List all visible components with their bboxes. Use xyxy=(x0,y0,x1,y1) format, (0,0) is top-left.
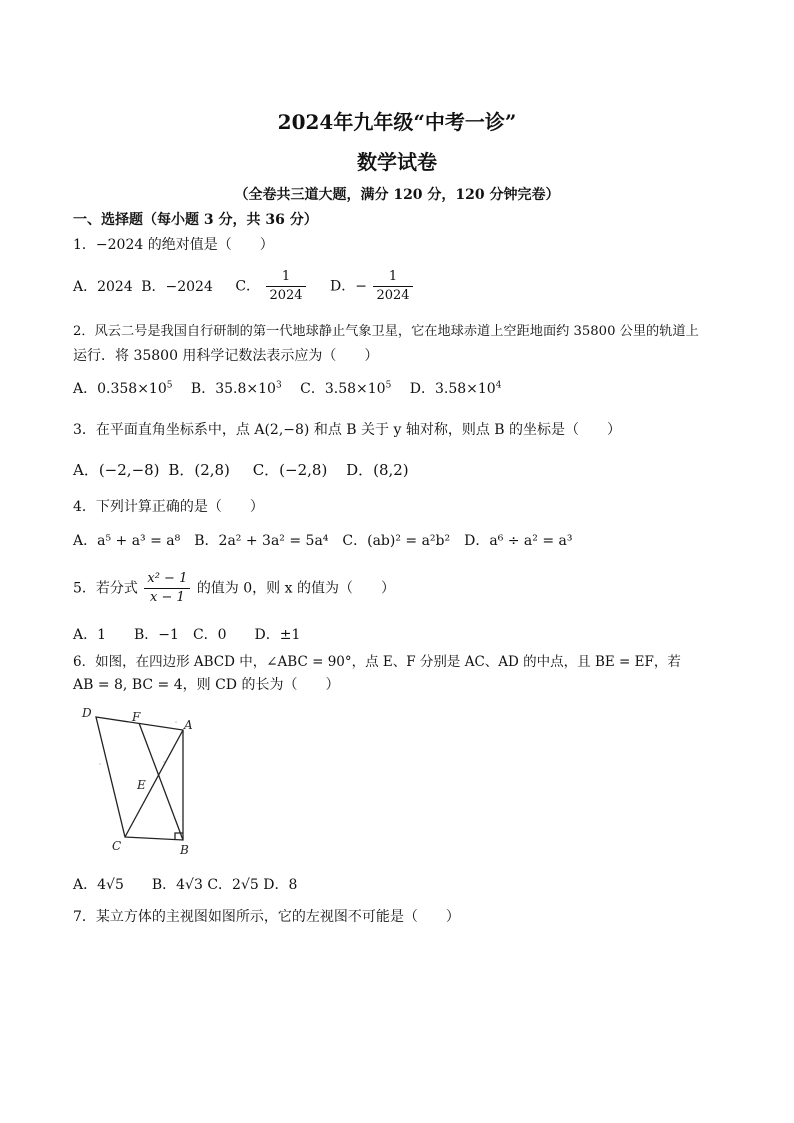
q1-option-c-fraction xyxy=(266,268,305,305)
q3-option-a: A．(−2,−8) xyxy=(73,461,160,479)
q3-option-c: C．(−2,8) xyxy=(252,461,328,479)
question-6-stem-line1: 6．如图，在四边形 ABCD 中，∠ABC = 90°，点 E、F 分别是 AC、AD 的中点，且 BE = EF，若 xyxy=(73,654,681,670)
label-e: E xyxy=(137,778,146,792)
question-3-options xyxy=(73,459,409,480)
q5-stem-suffix: 的值为 0，则 x 的值为（ ） xyxy=(196,580,395,597)
scan-speck xyxy=(163,761,165,763)
q2-option-a-base: A．0.358×10 xyxy=(73,381,167,397)
fraction-numerator: 1 xyxy=(373,268,412,287)
question-1-stem: 1．−2024 的绝对值是（ ） xyxy=(73,237,274,253)
q2-option-c-base: C．3.58×10 xyxy=(300,381,386,397)
q1-option-a: A．2024 xyxy=(73,278,133,295)
question-6-options: A．4√5 B．4√3 C．2√5 D．8 xyxy=(73,877,298,893)
q1-option-c xyxy=(235,268,307,305)
scan-speck xyxy=(175,721,177,723)
q2-option-a xyxy=(73,378,172,398)
question-4-options: A．a⁵ + a³ = a⁸ B．2a² + 3a² = 5a⁴ C．(ab)² = a²b² D．a⁶ ÷ a² = a³ xyxy=(73,533,573,549)
section-heading: 一、选择题（每小题 3 分，共 36 分） xyxy=(73,212,318,228)
q2-option-c-exponent: 5 xyxy=(385,380,392,391)
question-7-stem: 7．某立方体的主视图如图所示，它的左视图不可能是（ ） xyxy=(73,909,460,925)
q1-option-b: B．−2024 xyxy=(141,278,213,295)
label-f: F xyxy=(132,710,141,724)
exam-subtitle: 数学试卷 xyxy=(357,150,437,174)
question-3-stem: 3．在平面直角坐标系中，点 A(2,−8) 和点 B 关于 y 轴对称，则点 B 的坐标是（ ） xyxy=(73,422,622,438)
q2-option-a-exponent: 5 xyxy=(166,380,173,391)
exam-title: 2024年九年级“中考一诊” xyxy=(277,110,517,134)
q1-option-d xyxy=(330,268,415,305)
label-c: C xyxy=(112,839,122,853)
label-a: A xyxy=(184,718,193,732)
question-2-options xyxy=(73,378,501,398)
fraction-denominator: 2024 xyxy=(269,288,303,303)
question-4-stem: 4．下列计算正确的是（ ） xyxy=(73,499,264,515)
q2-option-d-base: D．3.58×10 xyxy=(409,381,496,397)
segment-ca xyxy=(125,730,183,837)
scan-speck xyxy=(99,763,101,765)
q5-stem-prefix: 5．若分式 xyxy=(73,580,138,597)
q2-option-b xyxy=(191,378,282,398)
q1-option-d-fraction xyxy=(373,268,412,305)
q2-option-b-exponent: 3 xyxy=(275,380,282,391)
question-5-options: A．1 B．−1 C．0 D．±1 xyxy=(73,627,301,643)
q2-option-c xyxy=(300,378,391,398)
question-1-options xyxy=(73,268,415,305)
q2-option-d xyxy=(410,378,502,398)
fraction-denominator: x − 1 xyxy=(149,590,185,605)
question-2-stem-line2: 运行．将 35800 用科学记数法表示应为（ ） xyxy=(73,348,379,364)
question-5-stem xyxy=(73,570,395,607)
question-2-stem-line1: 2．风云二号是我国自行研制的第一代地球静止气象卫星，它在地球赤道上空距地面约 35800 公里的轨道上 xyxy=(73,324,699,339)
q3-option-b: B．(2,8) xyxy=(168,461,230,479)
q3-option-d: D．(8,2) xyxy=(346,461,409,479)
quadrilateral-figure xyxy=(76,704,206,856)
q2-option-b-base: B．35.8×10 xyxy=(190,381,276,397)
fraction-numerator: x² − 1 xyxy=(144,570,190,589)
label-b: B xyxy=(180,843,189,856)
q5-fraction xyxy=(144,570,190,607)
q2-option-d-exponent: 4 xyxy=(495,380,502,391)
exam-note: （全卷共三道大题，满分 120 分，120 分钟完卷） xyxy=(234,187,560,203)
question-6-stem-line2: AB = 8, BC = 4，则 CD 的长为（ ） xyxy=(73,677,340,693)
label-d: D xyxy=(82,706,92,720)
fraction-numerator: 1 xyxy=(266,268,305,287)
fraction-denominator: 2024 xyxy=(376,288,410,303)
q1-option-c-label: C． xyxy=(235,278,261,295)
q1-option-d-label: D．− xyxy=(330,278,367,295)
